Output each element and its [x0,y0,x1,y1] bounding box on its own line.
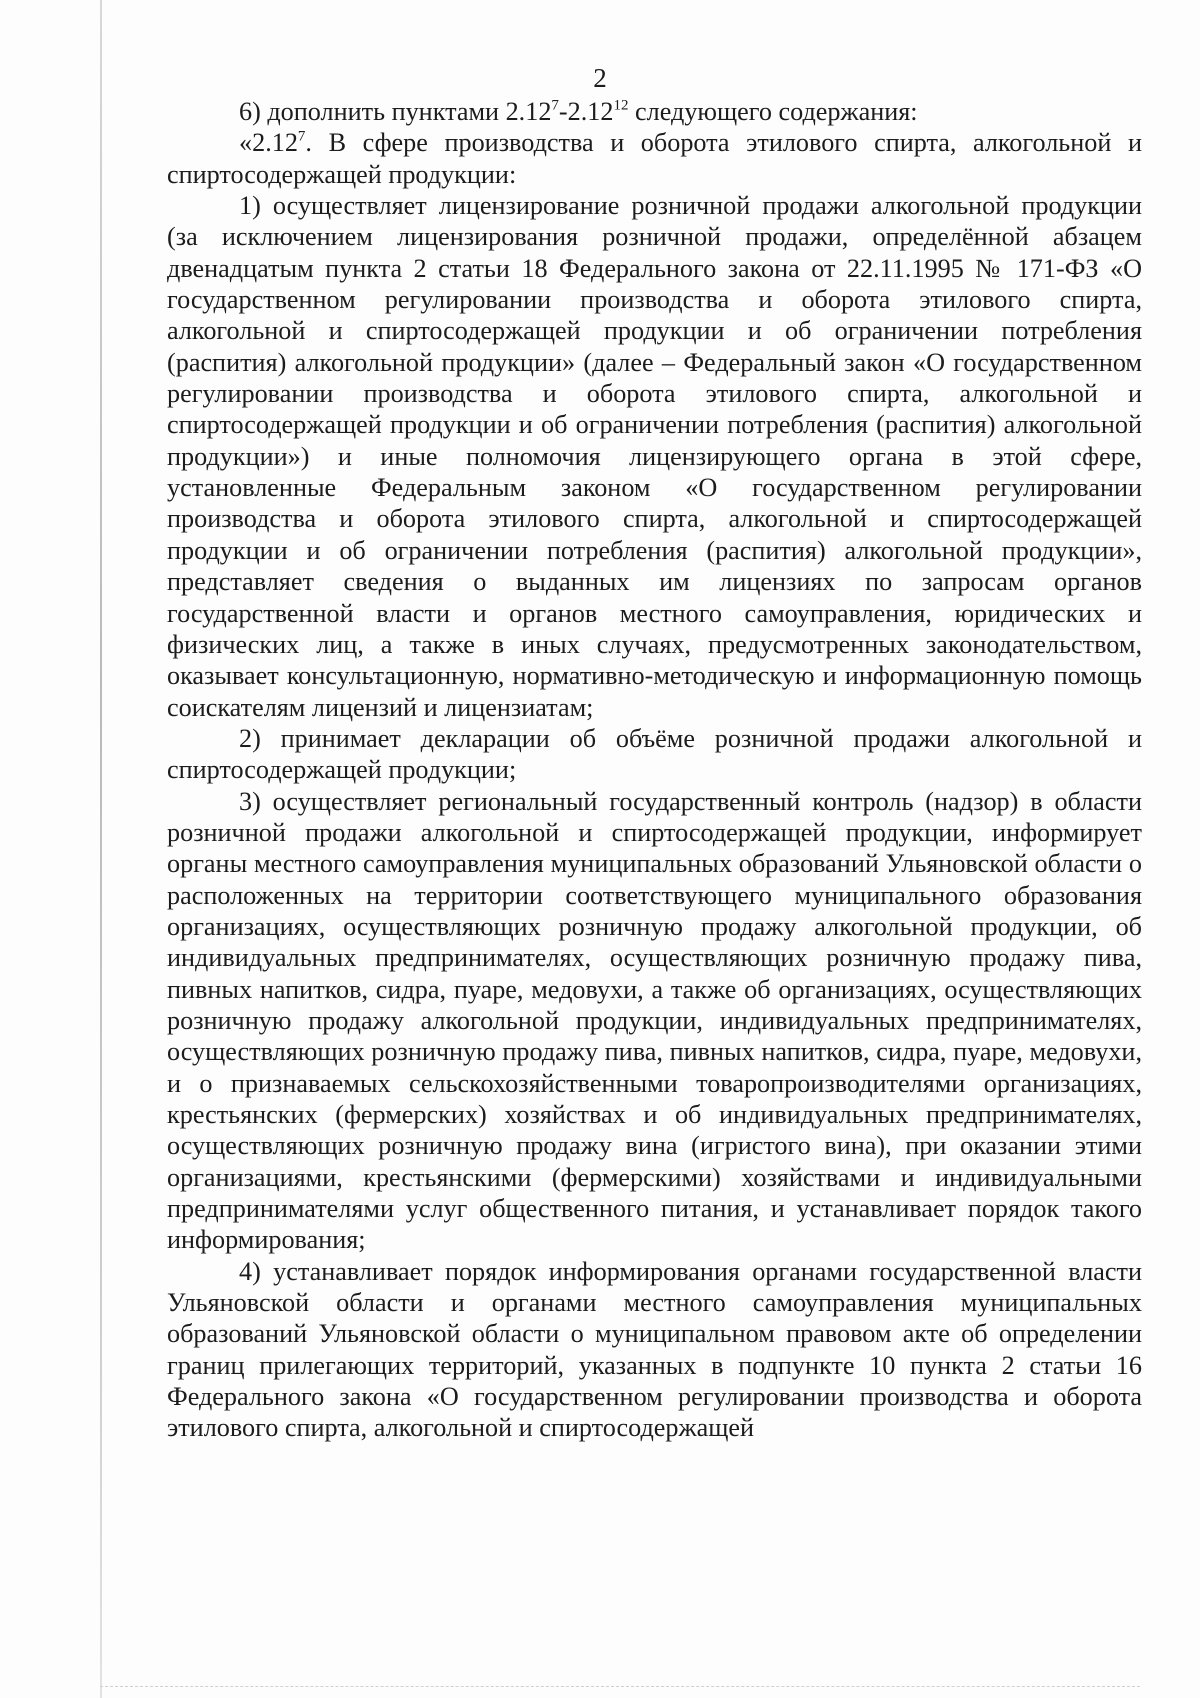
list-item-1: 1) осуществляет лицензирование розничной продажи алкогольной продукции (за исключением лицензирования розничной продажи, определённой абзацем двенадцатым пункта 2 статьи 18 Федерального закона от 22.11.1995 № 171-ФЗ «О государственном регулировании производства и оборота этилового спирта, алкогольной и спиртосодержащей продукции и об ограничении потребления (распития) алкогольной продукции» (далее – Федеральный закон «О государственном регулировании производства и оборота этилового спирта, алкогольной и спиртосодержащей продукции и об ограничении потребления (распития) алкогольной продукции») и иные полномочия лицензирующего органа в этой сфере, установленные Федеральным законом «О государственном регулировании производства и оборота этилового спирта, алкогольной и спиртосодержащей продукции и об ограничении потребления (распития) алкогольной продукции», представляет сведения о выданных им лицензиях по запросам органов государственной власти и органов местного самоуправления, юридических и физических лиц, а также в иных случаях, предусмотренных законодательством, оказывает консультационную, нормативно-методическую и информационную помощь соискателям лицензий и лицензиатам; [167,191,1142,722]
list-item-2: 2) принимает декларации об объёме розничной продажи алкогольной и спиртосодержащей продукции; [167,723,1142,785]
section-number: «2.12 [239,128,298,158]
document-body [167,96,1142,1444]
heading-superscript-end: 12 [613,97,629,114]
heading-text-after: следующего содержания: [628,97,918,126]
list-item-4: 4) устанавливает порядок информирования органами государственной власти Ульяновской области и органами местного самоуправления муниципальных образований Ульяновской области о муниципальном правовом акте об определении границ прилегающих территорий, указанных в подпункте 10 пункта 2 статьи 16 Федерального закона «О государственном регулировании производства и оборота этилового спирта, алкогольной и спиртосодержащей [167,1256,1142,1443]
scan-margin-line [100,0,102,1698]
page-number: 2 [593,63,607,93]
heading-text-middle: -2.12 [558,97,614,126]
amendment-heading [167,96,1142,127]
section-intro [167,127,1142,190]
heading-superscript-start: 7 [551,97,559,114]
list-item-3: 3) осуществляет региональный государственный контроль (надзор) в области розничной продажи алкогольной и спиртосодержащей продукции, информирует органы местного самоуправления муниципальных образований Ульяновской области о расположенных на территории соответствующего муниципального образования организациях, осуществляющих розничную продажу алкогольной продукции, об индивидуальных предпринимателях, осуществляющих розничную продажу пива, пивных напитков, сидра, пуаре, медовухи, а также об организациях, осуществляющих розничную продажу алкогольной продукции, индивидуальных предпринимателях, осуществляющих розничную продажу пива, пивных напитков, сидра, пуаре, медовухи, и о признаваемых сельскохозяйственными товаропроизводителями организациях, крестьянских (фермерских) хозяйствах и об индивидуальных предпринимателях, осуществляющих розничную продажу вина (игристого вина), при оказании этими организациями, крестьянскими (фермерскими) хозяйствами и индивидуальными предпринимателями услуг общественного питания, и устанавливает порядок такого информирования; [167,786,1142,1255]
heading-text-before: 6) дополнить пунктами 2.12 [239,97,552,126]
section-superscript: 7 [297,128,306,145]
section-title: . В сфере производства и оборота этилового спирта, алкогольной и спиртосодержащей продукции: [167,128,1142,189]
scan-bottom-edge [100,1686,1140,1688]
